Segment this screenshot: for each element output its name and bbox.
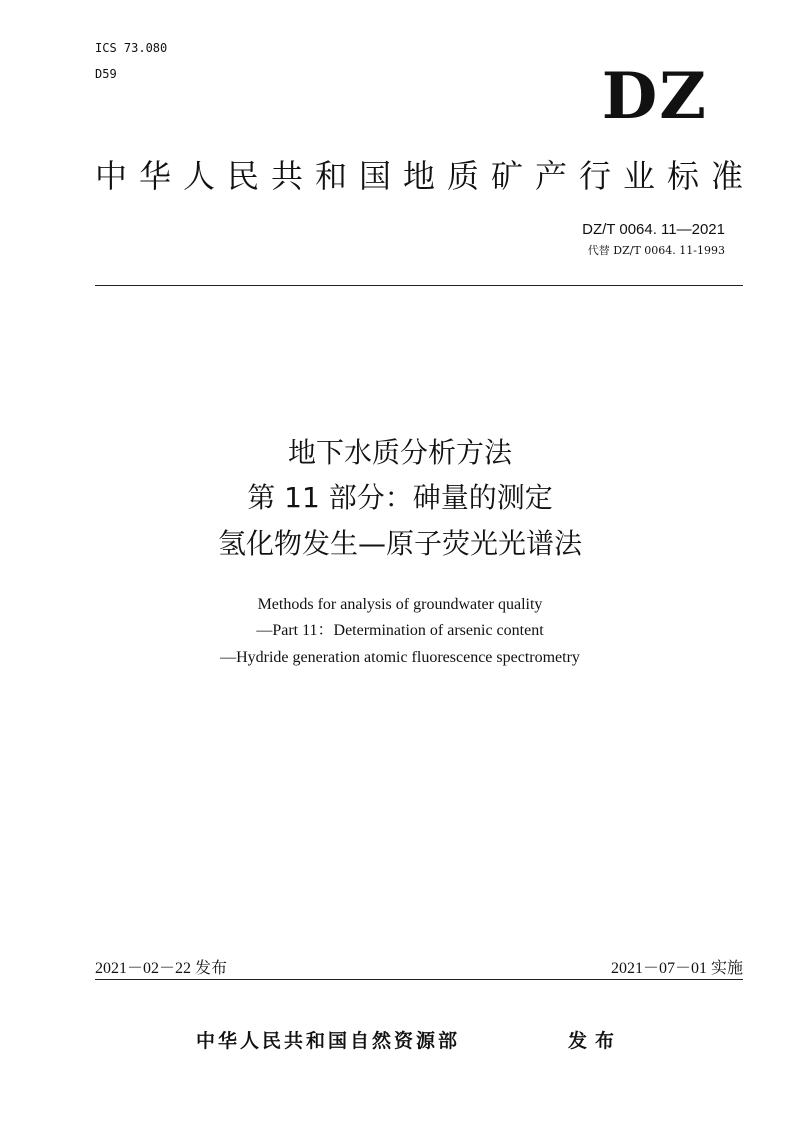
issue-date: 2021－02－22 发布 <box>95 960 228 977</box>
issued-label: 发布 <box>568 1030 623 1052</box>
standard-replaces: 代替 DZ/T 0064. 11-1993 <box>587 244 725 257</box>
cn-title-line-1: 地下水质分析方法 <box>287 436 512 469</box>
en-title-line-2: —Part 11：Determination of arsenic content <box>256 622 544 639</box>
en-title-line-1: Methods for analysis of groundwater quality <box>257 596 543 613</box>
ccs-code: D59 <box>95 67 117 81</box>
dz-logo: DZ <box>601 59 708 134</box>
implementation-date: 2021－07－01 实施 <box>610 960 743 977</box>
standard-number: DZ/T 0064. 11—2021 <box>582 221 725 238</box>
top-divider <box>95 285 743 286</box>
bottom-divider <box>95 979 743 980</box>
en-title-line-3: —Hydride generation atomic fluorescence spectrometry <box>220 649 580 666</box>
cn-title-line-2: 第 11 部分：砷量的测定 <box>247 481 553 514</box>
cn-title-line-3: 氢化物发生—原子荧光光谱法 <box>217 527 582 560</box>
issuing-authority: 中华人民共和国自然资源部 <box>196 1030 461 1052</box>
org-title: 中华人民共和国地质矿产行业标准 <box>95 157 756 195</box>
ics-code: ICS 73.080 <box>95 41 168 55</box>
